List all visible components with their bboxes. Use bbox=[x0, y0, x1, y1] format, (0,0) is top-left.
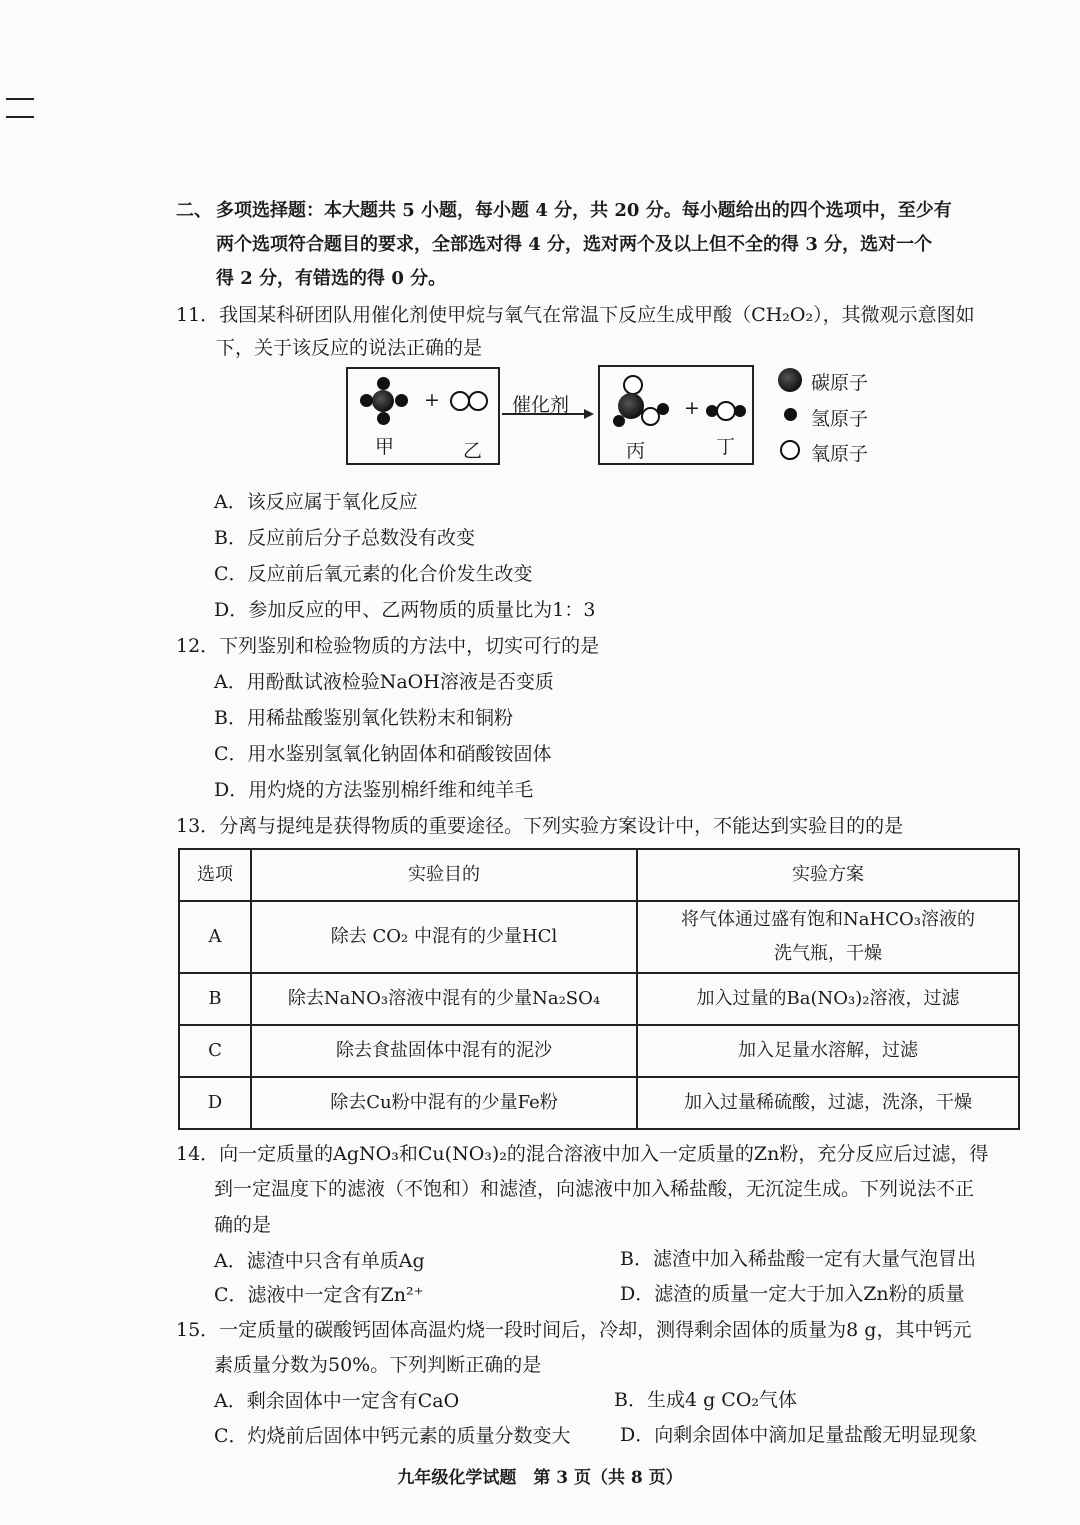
q15-stem-line2: 素质量分数为50%。下列判断正确的是 bbox=[214, 1354, 542, 1376]
q12-option-c: C．用水鉴别氢氧化钠固体和硝酸铵固体 bbox=[214, 743, 552, 765]
row-d-option: D bbox=[179, 1077, 251, 1129]
q15-option-c: C．灼烧前后固体中钙元素的质量分数变大 bbox=[214, 1425, 571, 1447]
q11-option-b: B．反应前后分子总数没有改变 bbox=[214, 527, 475, 549]
row-a-goal: 除去 CO₂ 中混有的少量HCl bbox=[251, 901, 637, 973]
formic-o-atom-top bbox=[623, 375, 643, 395]
q14-option-a: A．滤渣中只含有单质Ag bbox=[214, 1250, 425, 1272]
label-yi: 乙 bbox=[463, 440, 483, 462]
q11-stem-line1: 11．我国某科研团队用催化剂使甲烷与氧气在常温下反应生成甲酸（CH₂O₂），其微观示意图如 bbox=[176, 304, 975, 326]
methane-h-atom-bottom bbox=[377, 412, 390, 425]
water-o-atom bbox=[716, 401, 736, 421]
q15-option-d: D．向剩余固体中滴加足量盐酸无明显现象 bbox=[620, 1424, 978, 1446]
methane-h-atom-left bbox=[360, 394, 373, 407]
q15-option-a: A．剩余固体中一定含有CaO bbox=[214, 1390, 460, 1412]
q14-stem-line2: 到一定温度下的滤液（不饱和）和滤渣，向滤液中加入稀盐酸，无沉淀生成。下列说法不正 bbox=[214, 1178, 975, 1200]
methane-carbon-atom bbox=[372, 390, 394, 412]
experiment-table bbox=[178, 848, 1020, 1130]
legend-carbon-icon bbox=[778, 368, 802, 392]
formic-h-atom-left bbox=[613, 415, 625, 427]
q14-option-d: D．滤渣的质量一定大于加入Zn粉的质量 bbox=[620, 1283, 965, 1305]
legend-oxygen-label: 氧原子 bbox=[811, 443, 869, 465]
row-b-plan: 加入过量的Ba(NO₃)₂溶液，过滤 bbox=[637, 973, 1019, 1025]
q15-option-b: B．生成4 g CO₂气体 bbox=[614, 1389, 798, 1411]
table-row bbox=[179, 1025, 1019, 1077]
q12-stem: 12．下列鉴别和检验物质的方法中，切实可行的是 bbox=[176, 635, 600, 657]
legend-hydrogen-label: 氢原子 bbox=[811, 408, 869, 430]
row-c-goal: 除去食盐固体中混有的泥沙 bbox=[251, 1025, 637, 1077]
table-row bbox=[179, 1077, 1019, 1129]
section-instruction-line3: 得 2 分，有错选的得 0 分。 bbox=[216, 268, 447, 289]
reaction-arrow-icon bbox=[500, 406, 596, 422]
q11-option-c: C．反应前后氧元素的化合价发生改变 bbox=[214, 563, 533, 585]
legend-carbon-label: 碳原子 bbox=[811, 372, 869, 394]
plus-sign-reactants: + bbox=[424, 389, 440, 411]
header-option: 选项 bbox=[179, 849, 251, 901]
table-header-row bbox=[179, 849, 1019, 901]
methane-h-atom-top bbox=[377, 377, 390, 390]
q12-option-d: D．用灼烧的方法鉴别棉纤维和纯羊毛 bbox=[214, 779, 534, 801]
table-row bbox=[179, 901, 1019, 973]
formic-h-atom-right bbox=[657, 403, 669, 415]
oxygen-atom-2 bbox=[468, 391, 488, 411]
q14-option-b: B．滤渣中加入稀盐酸一定有大量气泡冒出 bbox=[620, 1248, 976, 1270]
label-jia: 甲 bbox=[375, 436, 395, 458]
plus-sign-products: + bbox=[684, 397, 700, 419]
q12-option-b: B．用稀盐酸鉴别氧化铁粉末和铜粉 bbox=[214, 707, 513, 729]
legend-hydrogen-icon bbox=[784, 408, 797, 421]
row-a-plan-line1: 将气体通过盛有饱和NaHCO₃溶液的 bbox=[681, 909, 975, 930]
margin-mark-top bbox=[6, 98, 34, 100]
row-a-plan bbox=[637, 901, 1019, 973]
margin-mark-bottom bbox=[6, 116, 34, 118]
row-d-plan: 加入过量稀硫酸，过滤，洗涤，干燥 bbox=[637, 1077, 1019, 1129]
label-ding: 丁 bbox=[716, 436, 736, 458]
row-b-option: B bbox=[179, 973, 251, 1025]
q14-option-c: C．滤液中一定含有Zn²⁺ bbox=[214, 1284, 424, 1306]
section-instruction-line1: 多项选择题：本大题共 5 小题，每小题 4 分，共 20 分。每小题给出的四个选项中，至少有 bbox=[216, 200, 952, 221]
header-plan: 实验方案 bbox=[637, 849, 1019, 901]
q12-option-a: A．用酚酞试液检验NaOH溶液是否变质 bbox=[214, 671, 554, 693]
oxygen-atom-1 bbox=[450, 391, 470, 411]
row-a-option: A bbox=[179, 901, 251, 973]
page-footer: 九年级化学试题 第 3 页（共 8 页） bbox=[397, 1468, 683, 1488]
q15-stem-line1: 15．一定质量的碳酸钙固体高温灼烧一段时间后，冷却，测得剩余固体的质量为8 g，其中钙元 bbox=[176, 1319, 972, 1341]
header-goal: 实验目的 bbox=[251, 849, 637, 901]
q11-stem-line2: 下，关于该反应的说法正确的是 bbox=[216, 337, 483, 359]
row-c-plan: 加入足量水溶解，过滤 bbox=[637, 1025, 1019, 1077]
section-number: 二、 bbox=[176, 200, 212, 221]
row-a-plan-line2: 洗气瓶，干燥 bbox=[774, 943, 882, 964]
q11-option-a: A．该反应属于氧化反应 bbox=[214, 491, 418, 513]
section-instruction-line2: 两个选项符合题目的要求，全部选对得 4 分，选对两个及以上但不全的得 3 分，选对一个 bbox=[216, 234, 933, 255]
label-bing: 丙 bbox=[626, 440, 646, 462]
q14-stem-line3: 确的是 bbox=[214, 1214, 272, 1236]
row-b-goal: 除去NaNO₃溶液中混有的少量Na₂SO₄ bbox=[251, 973, 637, 1025]
q13-stem: 13．分离与提纯是获得物质的重要途径。下列实验方案设计中，不能达到实验目的的是 bbox=[176, 815, 904, 837]
row-c-option: C bbox=[179, 1025, 251, 1077]
q14-stem-line1: 14．向一定质量的AgNO₃和Cu(NO₃)₂的混合溶液中加入一定质量的Zn粉，充分反应后过滤，得 bbox=[176, 1143, 989, 1165]
methane-h-atom-right bbox=[395, 394, 408, 407]
water-h-atom-right bbox=[734, 405, 746, 417]
table-row bbox=[179, 973, 1019, 1025]
row-d-goal: 除去Cu粉中混有的少量Fe粉 bbox=[251, 1077, 637, 1129]
q11-option-d: D．参加反应的甲、乙两物质的质量比为1：3 bbox=[214, 599, 596, 621]
catalyst-label: 催化剂 bbox=[512, 394, 570, 416]
legend-oxygen-icon bbox=[780, 440, 800, 460]
